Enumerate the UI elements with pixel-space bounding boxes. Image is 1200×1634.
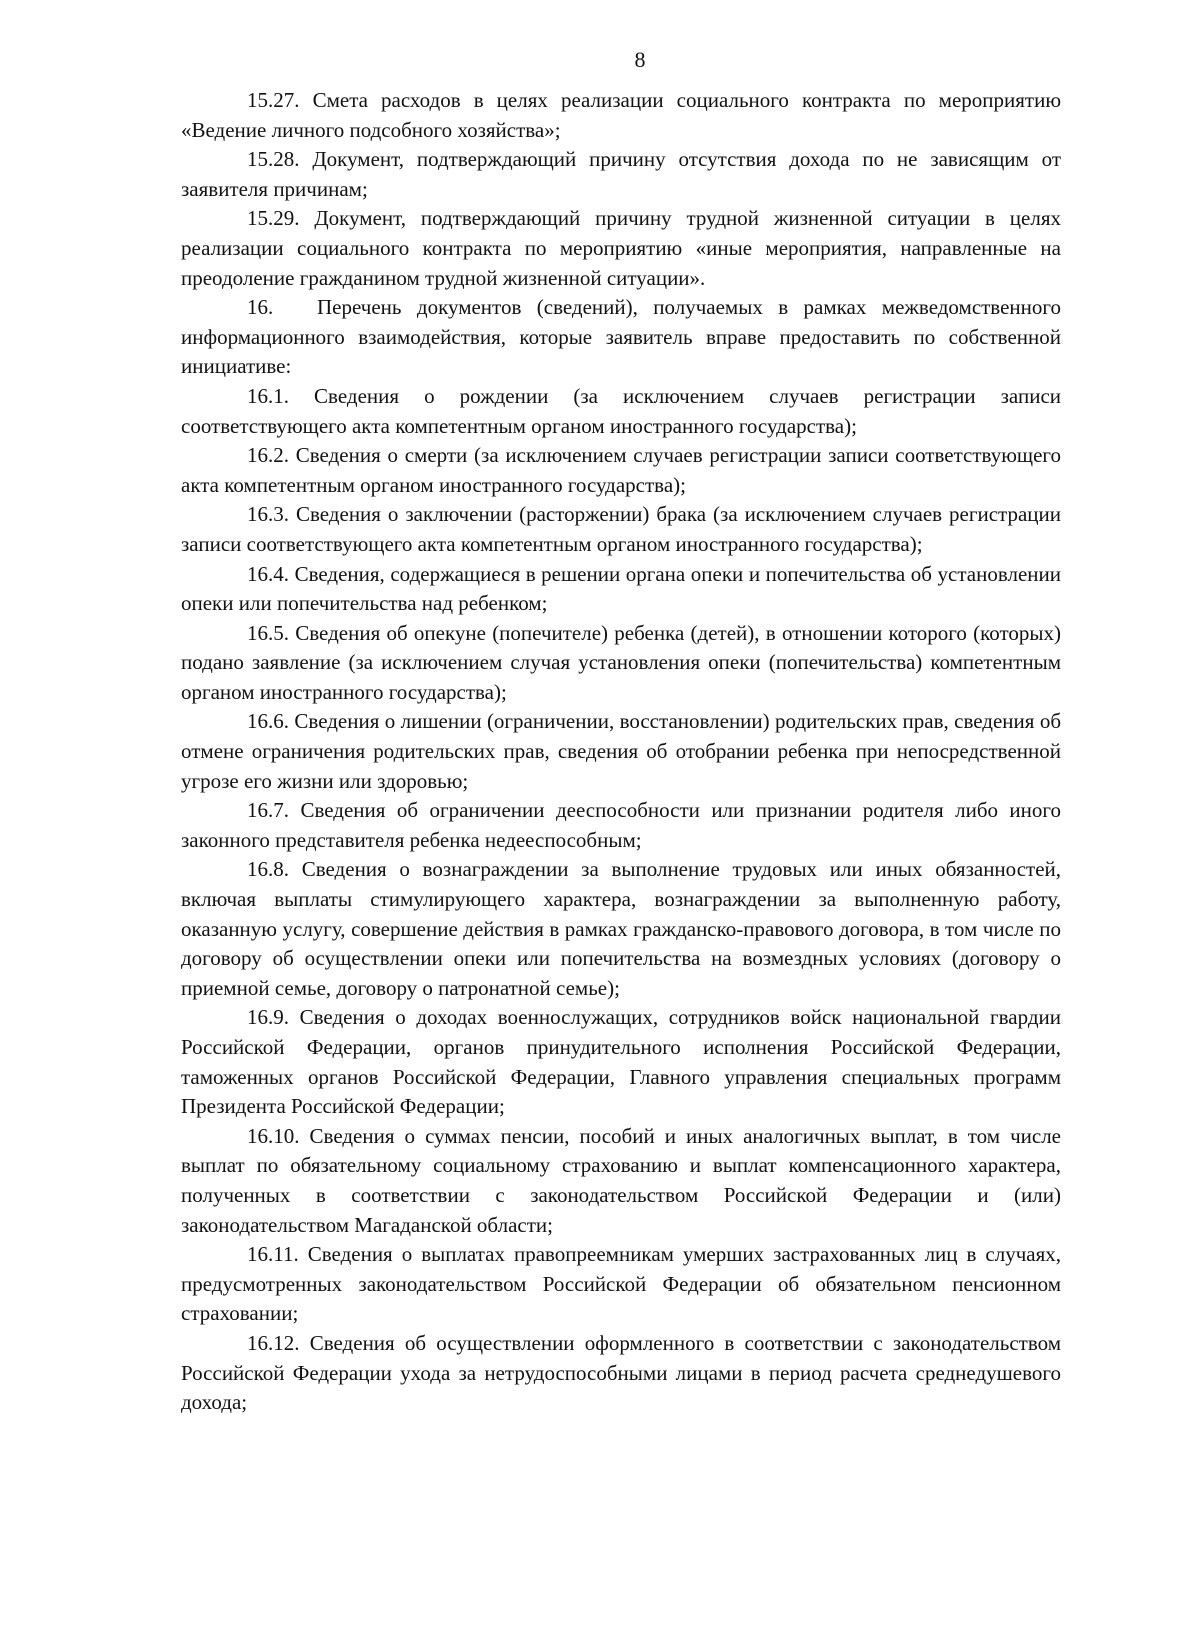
paragraph-16-8 xyxy=(181,855,1061,1003)
paragraph-16-1 xyxy=(181,382,1061,441)
paragraph-number: 16.4. xyxy=(247,561,289,586)
paragraph-16-2 xyxy=(181,441,1061,500)
paragraph-number: 16.3. xyxy=(247,502,289,527)
paragraph-16-5 xyxy=(181,619,1061,708)
paragraph-16-7 xyxy=(181,796,1061,855)
paragraph-15-29 xyxy=(181,204,1061,293)
paragraph-text: Сведения о доходах военнослужащих, сотрудников войск национальной гвардии Российской Федерации, органов принудительного исполнения Российской Федерации, таможенных органов Российской Федерации, Главного управления специальных программ Президента Российской Федерации; xyxy=(181,1005,1061,1119)
paragraph-number: 16. xyxy=(247,295,274,320)
paragraph-16-12 xyxy=(181,1329,1061,1418)
paragraph-text: Перечень документов (сведений), получаемых в рамках межведомственного информационного взаимодействия, которые заявитель вправе предоставить по собственной инициативе: xyxy=(181,295,1061,379)
paragraph-number: 16.6. xyxy=(247,709,289,734)
paragraph-number: 16.11. xyxy=(247,1242,299,1267)
paragraph-number: 15.29. xyxy=(247,206,300,231)
paragraph-16-10 xyxy=(181,1122,1061,1240)
paragraph-number: 15.28. xyxy=(247,147,300,172)
paragraph-text: Смета расходов в целях реализации социального контракта по мероприятию «Ведение личного подсобного хозяйства»; xyxy=(181,88,1062,142)
paragraph-number: 16.5. xyxy=(247,620,289,645)
paragraph-number: 15.27. xyxy=(247,88,300,112)
paragraph-text: Сведения о смерти (за исключением случаев регистрации записи соответствующего акта компетентным органом иностранного государства); xyxy=(181,443,1061,497)
paragraph-text: Сведения о рождении (за исключением случаев регистрации записи соответствующего акта компетентным органом иностранного государства); xyxy=(181,383,1062,438)
paragraph-text: Сведения о вознаграждении за выполнение трудовых или иных обязанностей, включая выплаты стимулирующего характера, вознаграждении за выполненную работу, оказанную услугу, совершение действия в рамках гражданско-правового договора, в том числе по договору об осуществлении опеки или попечительства на возмездных условиях (договору о приемной семье, договору о патронатной семье); xyxy=(181,857,1061,1000)
paragraph-text: Сведения об ограничении дееспособности или признании родителя либо иного законного представителя ребенка недееспособным; xyxy=(181,798,1062,852)
paragraph-16-6 xyxy=(181,707,1061,796)
paragraph-16-3 xyxy=(181,500,1061,559)
paragraph-15-28 xyxy=(181,145,1061,204)
paragraph-text: Сведения о суммах пенсии, пособий и иных аналогичных выплат, в том числе выплат по обязательному социальному страхованию и выплат компенсационного характера, полученных в соответствии с законодательством Российской Федерации и (или) законодательством Магаданской области; xyxy=(181,1123,1062,1237)
paragraph-16-11 xyxy=(181,1240,1061,1329)
paragraph-number: 16.12. xyxy=(247,1330,300,1355)
paragraph-text: Сведения об опекуне (попечителе) ребенка (детей), в отношении которого (которых) подано заявление (за исключением случая установления опеки (попечительства) компетентным органом иностранного государства); xyxy=(181,620,1061,704)
paragraph-16 xyxy=(181,293,1061,382)
paragraph-number: 16.10. xyxy=(247,1123,300,1148)
paragraph-number: 16.1. xyxy=(247,383,289,408)
paragraph-text: Сведения, содержащиеся в решении органа опеки и попечительства об установлении опеки или попечительства над ребенком; xyxy=(181,561,1061,616)
paragraph-15-27 xyxy=(181,86,1061,145)
paragraph-number: 16.8. xyxy=(247,857,289,882)
page-number: 8 xyxy=(634,47,646,72)
paragraph-16-4 xyxy=(181,560,1061,619)
paragraph-number: 16.7. xyxy=(247,798,289,823)
paragraph-text: Сведения о выплатах правопреемникам умерших застрахованных лиц в случаях, предусмотренных законодательством Российской Федерации об обязательном пенсионном страховании; xyxy=(181,1242,1062,1326)
paragraph-text: Документ, подтверждающий причину трудной жизненной ситуации в целях реализации социального контракта по мероприятию «иные мероприятия, направленные на преодоление гражданином трудной жизненной ситуации». xyxy=(181,206,1061,290)
document-body xyxy=(181,86,1061,1418)
paragraph-number: 16.2. xyxy=(247,443,289,468)
paragraph-text: Сведения о лишении (ограничении, восстановлении) родительских прав, сведения об отмене ограничения родительских прав, сведения об отобрании ребенка при непосредственной угрозе его жизни или здоровью; xyxy=(181,709,1062,793)
paragraph-text: Документ, подтверждающий причину отсутствия дохода по не зависящим от заявителя причинам; xyxy=(181,147,1061,201)
paragraph-number: 16.9. xyxy=(247,1005,289,1030)
paragraph-text: Сведения о заключении (расторжении) брака (за исключением случаев регистрации записи соответствующего акта компетентным органом иностранного государства); xyxy=(181,502,1062,556)
paragraph-16-9 xyxy=(181,1003,1061,1121)
paragraph-text: Сведения об осуществлении оформленного в соответствии с законодательством Российской Федерации ухода за нетрудоспособными лицами в период расчета среднедушевого дохода; xyxy=(181,1330,1061,1415)
